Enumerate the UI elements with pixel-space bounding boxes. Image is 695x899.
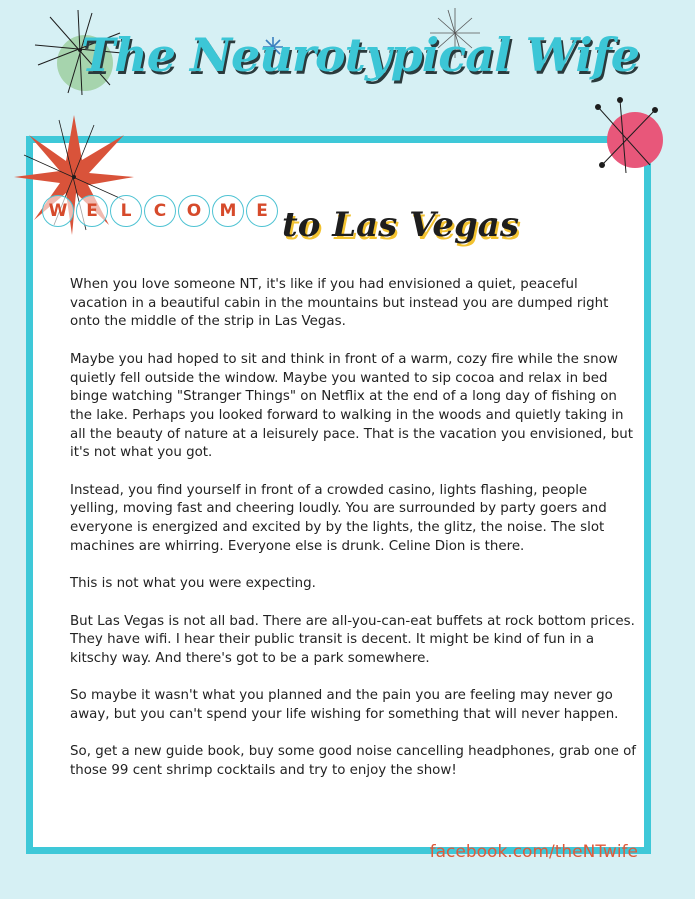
paragraph: So maybe it wasn't what you planned and the pain you are feeling may never go away, but you can't spend your life wishing for something that will never happen. bbox=[70, 688, 619, 723]
page-title: The Neurotypical Wife bbox=[81, 28, 639, 82]
welcome-letter: M bbox=[212, 195, 244, 227]
paragraph: Instead, you find yourself in front of a crowded casino, lights flashing, people yelling, moving fast and cheering loudly. You are surrounded by party goers and everyone is energized and excited by by the lights, the glitz, the noise. The slot machines are whirring. Everyone else is drunk. Celine Dion is there. bbox=[70, 482, 607, 554]
welcome-letter: W bbox=[42, 195, 74, 227]
welcome-letter: E bbox=[246, 195, 278, 227]
paragraph: When you love someone NT, it's like if you had envisioned a quiet, peaceful vacation in a beautiful cabin in the mountains but instead you are dumped right onto the middle of the strip in Las Vegas. bbox=[70, 277, 609, 330]
article-body bbox=[70, 276, 638, 800]
welcome-sign bbox=[42, 195, 280, 227]
welcome-letter: E bbox=[76, 195, 108, 227]
paragraph: Maybe you had hoped to sit and think in front of a warm, cozy fire while the snow quietly fell outside the window. Maybe you wanted to sip cocoa and relax in bed binge watching "Stranger Things" on Netflix at the end of a long day of fishing on the lake. Perhaps you looked forward to walking in the woods and quietly taking in all the beauty of nature at a leisurely pace. That is the vacation you envisioned, but it's not what you got. bbox=[70, 351, 634, 461]
atomic-starburst-icon bbox=[590, 95, 670, 175]
subtitle: to Las Vegas bbox=[282, 205, 519, 245]
facebook-link[interactable]: facebook.com/theNTwife bbox=[429, 842, 638, 862]
paragraph: This is not what you were expecting. bbox=[70, 576, 316, 592]
welcome-letter: L bbox=[110, 195, 142, 227]
paragraph: So, get a new guide book, buy some good noise cancelling headphones, grab one of those 99 cent shrimp cocktails and try to enjoy the show! bbox=[70, 744, 637, 779]
welcome-letter: C bbox=[144, 195, 176, 227]
welcome-letter: O bbox=[178, 195, 210, 227]
paragraph: But Las Vegas is not all bad. There are all-you-can-eat buffets at rock bottom prices. They have wifi. I hear their public transit is decent. It might be kind of fun in a kitschy way. And there's got to be a park somewhere. bbox=[70, 613, 635, 666]
